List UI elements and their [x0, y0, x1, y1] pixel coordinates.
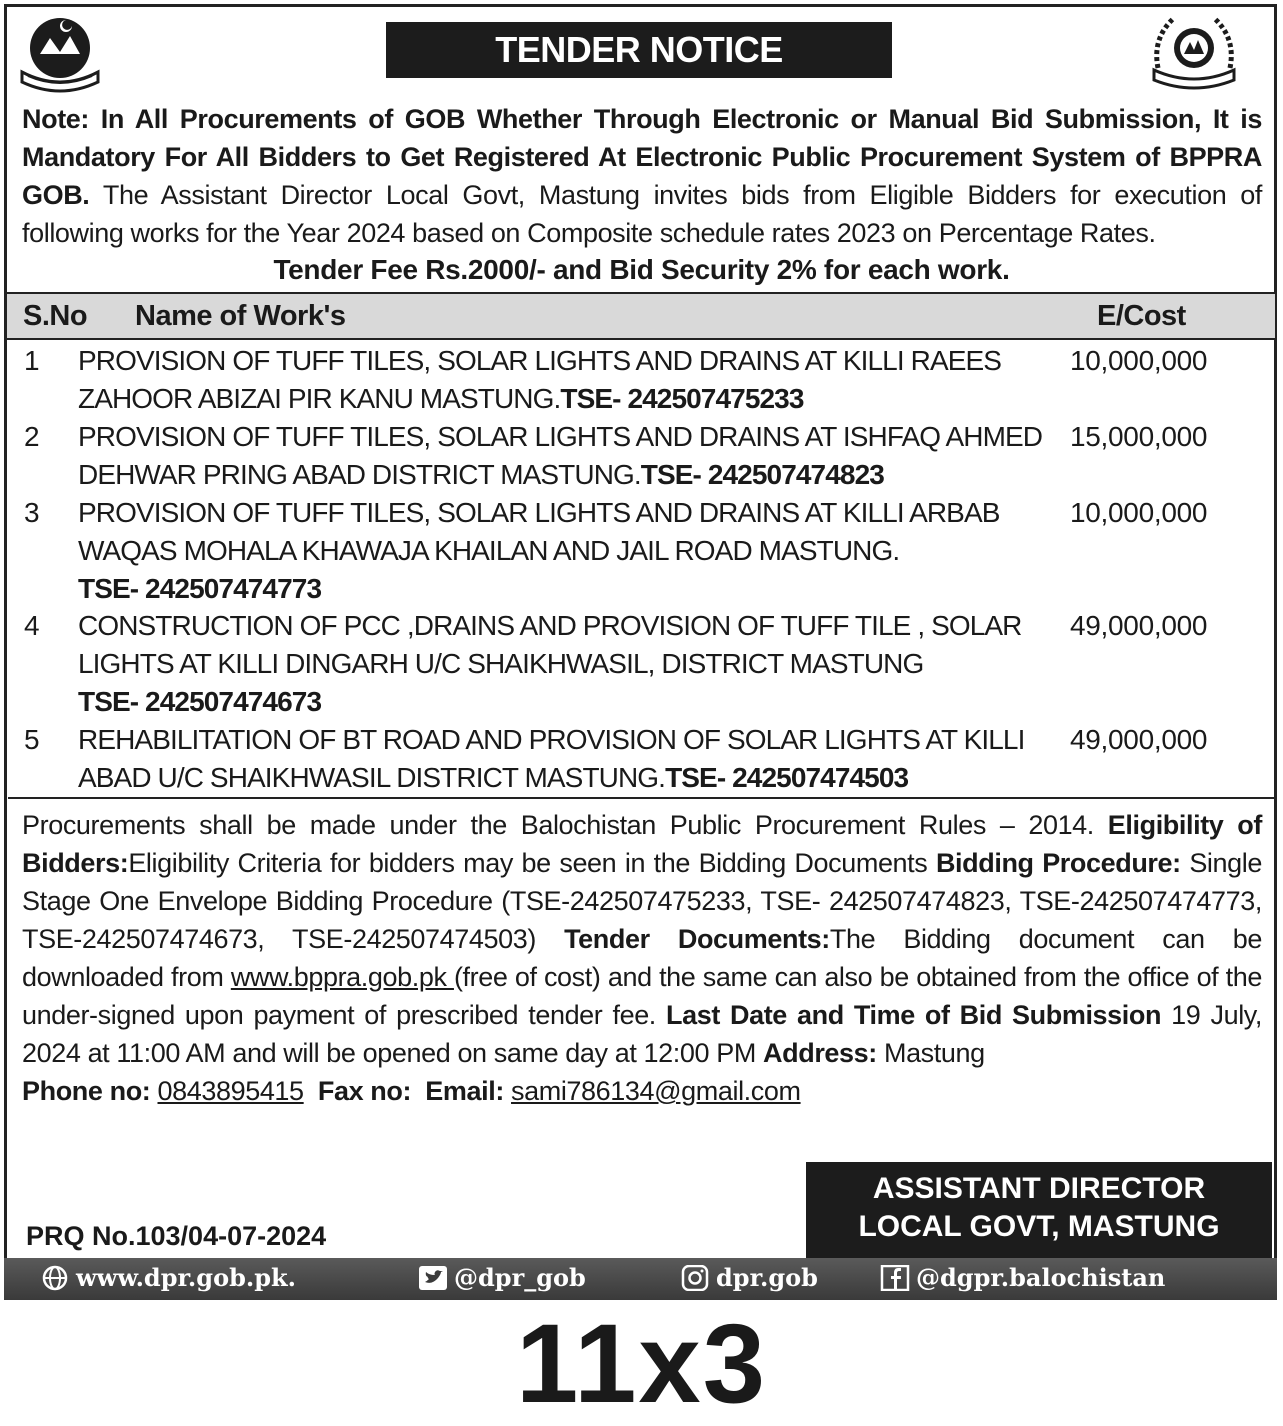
twitter-icon: [418, 1265, 448, 1291]
instagram-icon: [680, 1265, 710, 1291]
row-sno: 4: [24, 610, 39, 641]
table-divider: [8, 797, 1274, 799]
column-header-sno: S.No: [23, 300, 88, 332]
row-work-name: PROVISION OF TUFF TILES, SOLAR LIGHTS AND DRAINS AT ISHFAQ AHMED DEHWAR PRING ABAD DISTRICT MASTUNG.TSE- 242507474823: [78, 421, 1043, 490]
signatory-box: [806, 1162, 1272, 1258]
ad-size-label: 11x3: [516, 1301, 767, 1426]
page-title: TENDER NOTICE: [386, 22, 892, 78]
footer-facebook[interactable]: @dgpr.balochistan: [880, 1258, 1165, 1298]
row-work-name: REHABILITATION OF BT ROAD AND PROVISION OF SOLAR LIGHTS AT KILLI ABAD U/C SHAIKHWASIL DISTRICT MASTUNG.TSE- 242507474503: [78, 724, 1025, 793]
row-tse-id: TSE- 242507474823: [640, 459, 884, 490]
phone-link[interactable]: 0843895415: [157, 1076, 304, 1106]
row-sno: 3: [24, 497, 39, 528]
row-cost: 10,000,000: [1070, 345, 1208, 376]
row-tse-id: TSE- 242507474503: [665, 762, 909, 793]
works-table-header: [7, 292, 1275, 340]
row-work-name: PROVISION OF TUFF TILES, SOLAR LIGHTS AND DRAINS AT KILLI RAEES ZAHOOR ABIZAI PIR KANU MASTUNG.TSE- 242507475233: [78, 345, 1002, 414]
column-header-cost: E/Cost: [1097, 300, 1186, 332]
procedure-label: Bidding Procedure:: [935, 848, 1181, 878]
row-work-name: CONSTRUCTION OF PCC ,DRAINS AND PROVISION OF TUFF TILE , SOLAR LIGHTS AT KILLI DINGARH U/C SHAIKHWASIL, DISTRICT MASTUNG TSE- 242507474673: [78, 610, 1022, 717]
footer-website[interactable]: www.dpr.gob.pk.: [40, 1258, 296, 1298]
footer-instagram[interactable]: dpr.gob: [680, 1258, 818, 1298]
globe-icon: [40, 1265, 70, 1291]
row-sno: 1: [24, 345, 39, 376]
row-sno: 2: [24, 421, 39, 452]
note-invite-text: The Assistant Director Local Govt, Mastung invites bids from Eligible Bidders for execution of following works for the Year 2024 based on Composite schedule rates 2023 on Percentage Rates.: [22, 180, 1262, 248]
bppra-website-link[interactable]: www.bppra.gob.pk: [230, 962, 454, 992]
row-work-name: PROVISION OF TUFF TILES, SOLAR LIGHTS AND DRAINS AT KILLI ARBAB WAQAS MOHALA KHAWAJA KHAILAN AND JAIL ROAD MASTUNG. TSE- 242507474773: [78, 497, 1000, 604]
email-label: Email:: [425, 1076, 504, 1106]
row-cost: 10,000,000: [1070, 497, 1208, 528]
row-cost: 49,000,000: [1070, 610, 1208, 641]
prq-number: PRQ No.103/04-07-2024: [26, 1221, 327, 1251]
address-label: Address:: [763, 1038, 877, 1068]
signatory-office: LOCAL GOVT, MASTUNG: [858, 1210, 1220, 1243]
last-date-label: Last Date and Time of Bid Submission: [666, 1000, 1162, 1030]
tender-fee-line: Tender Fee Rs.2000/- and Bid Security 2% for each work.: [273, 254, 1010, 285]
phone-label: Phone no:: [22, 1076, 151, 1106]
footer-social-bar: [4, 1258, 1277, 1300]
column-header-name: Name of Work's: [135, 300, 346, 332]
facebook-icon: [880, 1265, 910, 1291]
row-sno: 5: [24, 724, 39, 755]
procurement-details: Procurements shall be made under the Balochistan Public Procurement Rules – 2014. Eligibility of Bidders:Eligibility Criteria for bidders may be seen in the Bidding Documents Bidding Procedure: Single Stage One Envelope Bidding Procedure (TSE-242507475233, TSE- 242507474823, TSE-242507474773, TSE-242507474673, TSE-242507474503) Tender Documents:The Bidding document can be downloaded from www.bppra.gob.pk (free of cost) and the same can also be obtained from the office of the under-signed upon payment of prescribed tender fee. Last Date and Time of Bid Submission 19 July, 2024 at 11:00 AM and will be opened on same day at 12:00 PM Address: Mastung Phone no: 0843895415 Fax no: Email: sami786134@gmail.com: [22, 810, 1263, 1106]
signatory-title: ASSISTANT DIRECTOR: [872, 1172, 1206, 1205]
row-tse-id: TSE- 242507474673: [78, 686, 322, 717]
row-tse-id: TSE- 242507475233: [560, 383, 804, 414]
row-tse-id: TSE- 242507474773: [78, 573, 322, 604]
email-link[interactable]: sami786134@gmail.com: [511, 1076, 801, 1106]
dgpr-emblem-logo: [1148, 8, 1240, 92]
fax-label: Fax no:: [317, 1076, 412, 1106]
documents-label: Tender Documents:: [564, 924, 830, 954]
intro-note: [22, 100, 1262, 252]
row-cost: 15,000,000: [1070, 421, 1208, 452]
note-mandatory-text: Note: In All Procurements of GOB Whether Through Electronic or Manual Bid Submission, It is Mandatory For All Bidders to Get Registered At Electronic Public Procurement System of BPPRA GOB.: [22, 104, 1262, 210]
balochistan-emblem-logo: [14, 10, 106, 94]
eligibility-label: Eligibility of Bidders:: [22, 810, 1262, 878]
footer-twitter[interactable]: @dpr_gob: [418, 1258, 586, 1298]
row-cost: 49,000,000: [1070, 724, 1208, 755]
